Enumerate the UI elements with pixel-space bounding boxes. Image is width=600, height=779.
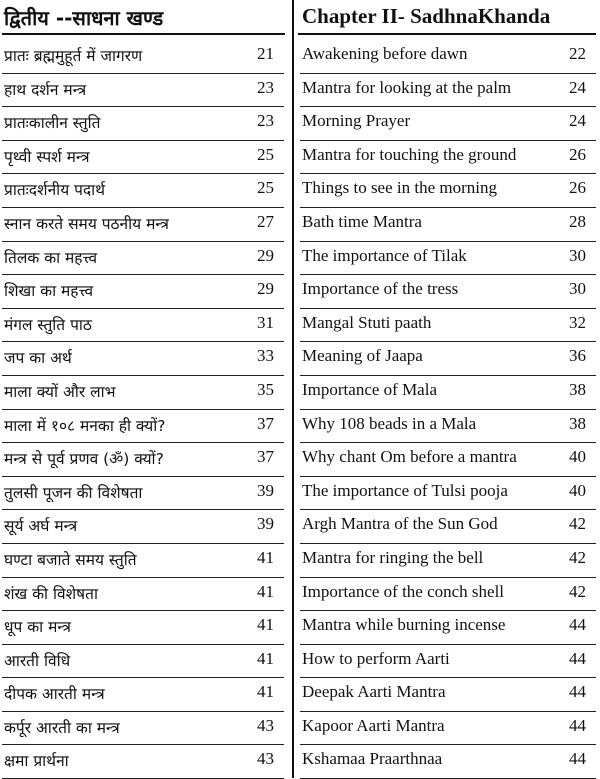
- toc-entry: [298, 242, 600, 276]
- hindi-column: [0, 0, 290, 778]
- toc-entry: [298, 275, 600, 309]
- toc-entry: [0, 443, 290, 477]
- entry-page-number: 26: [569, 178, 586, 198]
- toc-entry: [0, 208, 290, 242]
- entry-title: Mangal Stuti paath: [302, 312, 432, 332]
- english-entries: [298, 40, 600, 779]
- toc-entry: [298, 611, 600, 645]
- toc-entry: [0, 410, 290, 444]
- entry-title: Mantra for touching the ground: [302, 144, 517, 164]
- entry-title: धूप का मन्त्र: [4, 618, 71, 637]
- entry-title: मंगल स्तुति पाठ: [4, 315, 92, 334]
- entry-title: The importance of Tulsi pooja: [302, 480, 508, 500]
- entry-title: प्रातःकालीन स्तुति: [4, 114, 101, 133]
- entry-page-number: 31: [257, 312, 274, 332]
- toc-entry: [298, 107, 600, 141]
- toc-entry: [298, 712, 600, 746]
- toc-entry: [0, 678, 290, 712]
- entry-title: Importance of the tress: [302, 279, 459, 299]
- entry-title: Kshamaa Praarthnaa: [302, 749, 443, 769]
- toc-entry: [298, 174, 600, 208]
- toc-entry: [0, 510, 290, 544]
- entry-title: Importance of the conch shell: [302, 581, 505, 601]
- entry-page-number: 37: [257, 447, 274, 467]
- entry-page-number: 42: [569, 581, 586, 601]
- entry-page-number: 25: [257, 144, 274, 164]
- entry-title: शंख की विशेषता: [4, 584, 98, 603]
- entry-page-number: 42: [569, 547, 586, 567]
- entry-title: माला में १०८ मनका ही क्यों?: [4, 416, 166, 435]
- toc-entry: [0, 376, 290, 410]
- toc-entry: [0, 275, 290, 309]
- entry-page-number: 35: [257, 379, 274, 399]
- toc-entry: [0, 645, 290, 679]
- entry-page-number: 41: [257, 581, 274, 601]
- toc-entry: [0, 477, 290, 511]
- toc-entry: [0, 309, 290, 343]
- toc-entry: [298, 208, 600, 242]
- entry-page-number: 24: [569, 111, 586, 131]
- toc-entry: [298, 141, 600, 175]
- entry-title: Why 108 beads in a Mala: [302, 413, 477, 433]
- hindi-entries: [0, 40, 290, 779]
- entry-page-number: 22: [569, 44, 586, 63]
- toc-entry: [0, 242, 290, 276]
- entry-page-number: 42: [569, 514, 586, 534]
- toc-entry: [0, 40, 290, 74]
- entry-page-number: 33: [257, 346, 274, 366]
- entry-title: How to perform Aarti: [302, 648, 450, 668]
- entry-page-number: 44: [569, 682, 586, 702]
- english-heading: Chapter II- SadhnaKhanda: [302, 4, 551, 28]
- entry-page-number: 32: [569, 312, 586, 332]
- toc-entry: [298, 477, 600, 511]
- entry-title: क्षमा प्रार्थना: [4, 752, 69, 771]
- hindi-heading-rule: [2, 33, 285, 35]
- entry-title: माला क्यों और लाभ: [4, 382, 116, 401]
- entry-page-number: 38: [569, 413, 586, 433]
- entry-title: The importance of Tilak: [302, 245, 467, 265]
- entry-page-number: 44: [569, 615, 586, 635]
- entry-page-number: 23: [257, 77, 274, 97]
- english-heading-rule: [298, 33, 596, 35]
- toc-entry: [298, 544, 600, 578]
- entry-title: Morning Prayer: [302, 111, 411, 131]
- entry-page-number: 40: [569, 480, 586, 500]
- toc-entry: [298, 342, 600, 376]
- entry-title: Mantra for ringing the bell: [302, 547, 484, 567]
- entry-page-number: 38: [569, 379, 586, 399]
- entry-title: Awakening before dawn: [302, 44, 468, 63]
- entry-page-number: 27: [257, 211, 274, 231]
- entry-page-number: 40: [569, 447, 586, 467]
- entry-title: पृथ्वी स्पर्श मन्त्र: [4, 147, 90, 166]
- column-divider: [292, 0, 294, 778]
- entry-title: Meaning of Jaapa: [302, 346, 423, 366]
- toc-entry: [0, 342, 290, 376]
- toc-entry: [0, 174, 290, 208]
- toc-entry: [298, 309, 600, 343]
- entry-title: आरती विधि: [4, 651, 71, 670]
- entry-page-number: 41: [257, 648, 274, 668]
- entry-page-number: 23: [257, 111, 274, 131]
- toc-entry: [0, 74, 290, 108]
- english-column: [298, 0, 600, 778]
- entry-page-number: 21: [257, 44, 274, 63]
- toc-entry: [0, 745, 290, 779]
- toc-entry: [298, 645, 600, 679]
- entry-title: Argh Mantra of the Sun God: [302, 514, 498, 534]
- entry-page-number: 39: [257, 480, 274, 500]
- entry-title: Things to see in the morning: [302, 178, 498, 198]
- hindi-heading: द्वितीय --साधना खण्ड: [4, 6, 164, 30]
- toc-entry: [298, 40, 600, 74]
- entry-page-number: 24: [569, 77, 586, 97]
- toc-entry: [298, 578, 600, 612]
- toc-entry: [0, 611, 290, 645]
- entry-page-number: 36: [569, 346, 586, 366]
- entry-title: Kapoor Aarti Mantra: [302, 715, 445, 735]
- entry-title: स्नान करते समय पठनीय मन्त्र: [4, 214, 169, 233]
- entry-title: तिलक का महत्त्व: [4, 248, 98, 267]
- entry-page-number: 30: [569, 279, 586, 299]
- entry-page-number: 30: [569, 245, 586, 265]
- entry-page-number: 44: [569, 715, 586, 735]
- entry-page-number: 44: [569, 749, 586, 769]
- entry-page-number: 43: [257, 715, 274, 735]
- toc-entry: [0, 712, 290, 746]
- entry-page-number: 39: [257, 514, 274, 534]
- entry-title: दीपक आरती मन्त्र: [4, 685, 105, 704]
- toc-entry: [298, 443, 600, 477]
- toc-entry: [298, 74, 600, 108]
- entry-page-number: 41: [257, 547, 274, 567]
- toc-entry: [298, 678, 600, 712]
- entry-title: Mantra while burning incense: [302, 615, 506, 635]
- entry-title: घण्टा बजाते समय स्तुति: [4, 550, 137, 569]
- entry-page-number: 44: [569, 648, 586, 668]
- entry-title: मन्त्र से पूर्व प्रणव (ॐ) क्यों?: [4, 450, 164, 469]
- toc-entry: [0, 578, 290, 612]
- entry-title: Bath time Mantra: [302, 211, 422, 231]
- entry-page-number: 29: [257, 279, 274, 299]
- entry-title: जप का अर्थ: [4, 349, 72, 368]
- entry-title: सूर्य अर्घ मन्त्र: [4, 517, 78, 536]
- toc-entry: [0, 107, 290, 141]
- entry-title: शिखा का महत्त्व: [4, 282, 94, 301]
- entry-page-number: 29: [257, 245, 274, 265]
- entry-title: प्रातःदर्शनीय पदार्थ: [4, 181, 106, 200]
- toc-entry: [0, 141, 290, 175]
- entry-title: Why chant Om before a mantra: [302, 447, 517, 467]
- entry-title: प्रातः ब्रह्ममुहूर्त में जागरण: [4, 47, 143, 65]
- toc-entry: [0, 544, 290, 578]
- toc-entry: [298, 745, 600, 779]
- entry-page-number: 37: [257, 413, 274, 433]
- entry-page-number: 25: [257, 178, 274, 198]
- entry-page-number: 41: [257, 615, 274, 635]
- toc-entry: [298, 410, 600, 444]
- entry-title: हाथ दर्शन मन्त्र: [4, 80, 87, 99]
- entry-page-number: 26: [569, 144, 586, 164]
- entry-page-number: 28: [569, 211, 586, 231]
- entry-page-number: 43: [257, 749, 274, 769]
- entry-title: Deepak Aarti Mantra: [302, 682, 446, 702]
- entry-title: तुलसी पूजन की विशेषता: [4, 483, 143, 502]
- entry-title: Importance of Mala: [302, 379, 437, 399]
- entry-title: Mantra for looking at the palm: [302, 77, 512, 97]
- toc-entry: [298, 510, 600, 544]
- entry-page-number: 41: [257, 682, 274, 702]
- toc-entry: [298, 376, 600, 410]
- entry-title: कर्पूर आरती का मन्त्र: [4, 718, 120, 737]
